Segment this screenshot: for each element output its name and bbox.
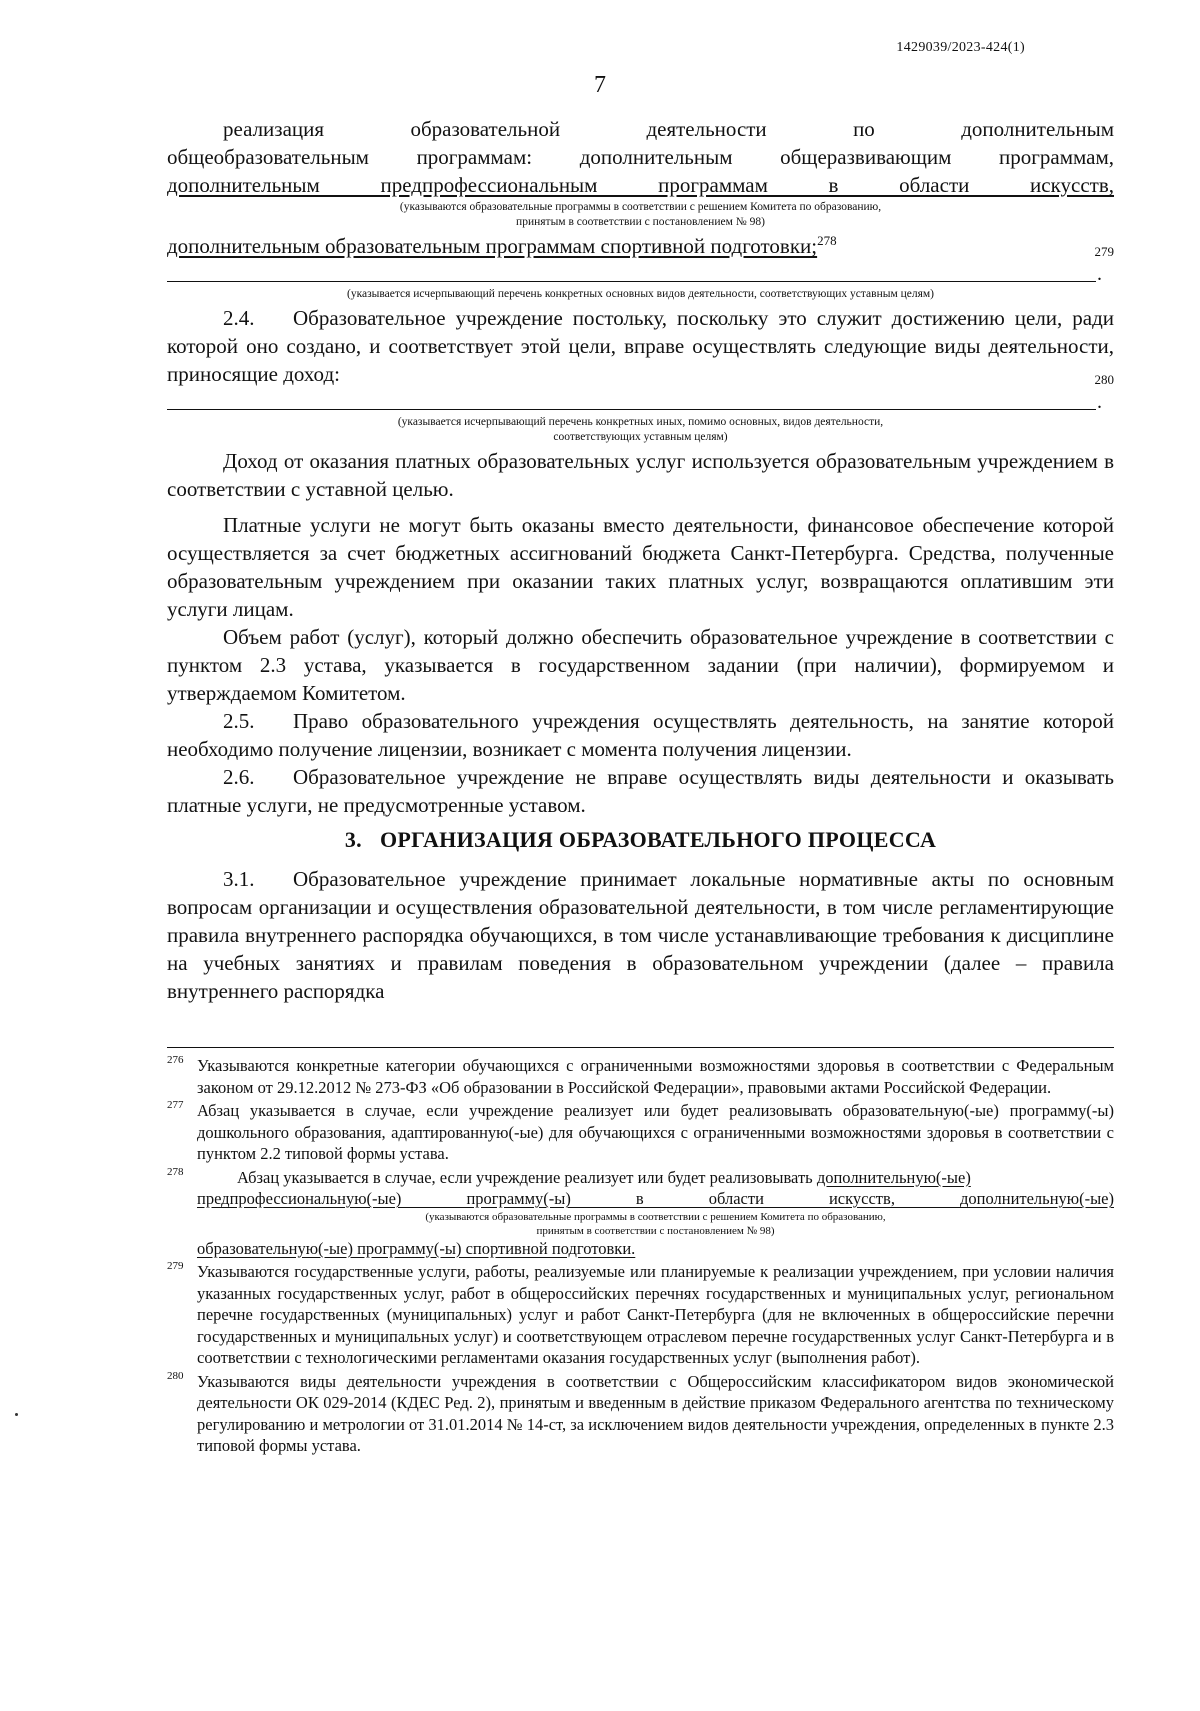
footnote-277: 277 Абзац указывается в случае, если учреждение реализует или будет реализовывать образовательную(-ые) программу(-ы) дошкольного образования, адаптированную(-ые) для обучающихся с ограниченными возможностями здоровья в соответствии с пунктом 2.2 типовой формы устава. [167,1099,1114,1163]
paragraph: Объем работ (услуг), который должно обеспечить образовательное учреждение в соответствии с пунктом 2.3 устава, указывается в государственном задании (при наличии), формируемом и утверждаемом Комитетом. [167,625,1114,705]
blank-line [167,281,1096,282]
paragraph: Платные услуги не могут быть оказаны вместо деятельности, финансовое обеспечение которой осуществляется за счет бюджетных ассигнований бюджета Санкт-Петербурга. Средства, полученные образовательным учреждением при оказании таких платных услуг, возвращаются оплатившим эти услуги лицам. [167,513,1114,621]
section-heading: 3. ОРГАНИЗАЦИЯ ОБРАЗОВАТЕЛЬНОГО ПРОЦЕССА [344,827,937,852]
blank-line [167,409,1096,410]
blank-fill-line: . 280 [167,388,1114,414]
paragraph-2-4: 2.4. Образовательное учреждение постольку, поскольку это служит достижению цели, ради которой оно создано, и соответствует этой цели, вправе осуществлять следующие виды деятельности, приносящие доход: [167,306,1114,386]
text-line [167,232,1114,260]
fill-hint: (указывается исчерпывающий перечень конкретных основных видов деятельности, соответствующих уставным целям) [346,288,934,300]
text-line: реализация образовательной деятельности по дополнительным [223,117,1114,141]
paragraph-2-5: 2.5. Право образовательного учреждения осуществлять деятельность, на занятие которой необходимо получение лицензии, возникает с момента получения лицензии. [167,709,1114,761]
scan-speck [15,1413,18,1416]
footnote-276: 276 Указываются конкретные категории обучающихся с ограниченными возможностями здоровья в соответствии с Федеральным законом от 29.12.2012 № 273-ФЗ «Об образовании в Российской Федерации», правовыми актами Российской Федерации. [167,1054,1114,1097]
main-text [167,115,1114,1005]
page-number: 7 [594,72,606,98]
footnote-278: 278 Абзац указывается в случае, если учреждение реализует или будет реализовывать дополнительную(-ые) предпрофессиональную(-ые) программу(-ы) в области искусств, дополнительную(-ые) (указываются образовательные программы в соответствии с решением Комитета по образованию, принятым в соответствии с постановлением № 98) образовательную(-ые) программу(-ы) спортивной подготовки. [167,1165,1114,1258]
fill-hint: (указываются образовательные программы в соответствии с решением Комитета по образованию, принятым в соответствии с постановлением № 98) [425,1210,886,1237]
footnotes [167,1055,1114,1459]
text-line: общеобразовательным программам: дополнительным общеразвивающим программам, [167,145,1114,169]
paragraph: Доход от оказания платных образовательных услуг используется образовательным учреждением в соответствии с уставной целью. [167,449,1114,501]
paragraph-2-6: 2.6. Образовательное учреждение не вправе осуществлять виды деятельности и оказывать платные услуги, не предусмотренные уставом. [167,765,1114,817]
paragraph-3-1: 3.1. Образовательное учреждение принимает локальные нормативные акты по основным вопросам организации и осуществления образовательной деятельности, в том числе регламентирующие правила внутреннего распорядка обучающихся, в том числе устанавливающие требования к дисциплине на учебных занятиях и правилам поведения в образовательном учреждении (далее – правила внутреннего распорядка [167,867,1114,1003]
clause-number: 2.6. [223,765,255,789]
footnote-separator [167,1047,1114,1048]
fill-hint: (указывается исчерпывающий перечень конкретных иных, помимо основных, видов деятельности, соответствующих уставным целям) [397,416,884,443]
clause-number: 2.4. [223,306,255,330]
text-line-underlined: дополнительным предпрофессиональным программам в области искусств, [167,173,1114,197]
blank-fill-line: . 279 [167,260,1114,286]
fill-hint: (указываются образовательные программы в соответствии с решением Комитета по образованию, принятым в соответствии с постановлением № 98) [399,201,882,228]
clause-number: 3.1. [223,867,255,891]
footnote-279: 279 Указываются государственные услуги, работы, реализуемые или планируемые к реализации учреждением, при условии наличия указанных государственных услуг, работ в общероссийских перечнях государственных и муниципальных услуг, региональном перечне государственных (муниципальных) услуг и работ Санкт-Петербурга (для не включенных в общероссийские перечни государственных и муниципальных услуг) и соответствующем отраслевом перечне государственных услуг Санкт-Петербурга и в соответствии с технологическими регламентами оказания государственных услуг (выполнения работ). [167,1260,1114,1367]
footnote-280: 280 Указываются виды деятельности учреждения в соответствии с Общероссийским классификатором видов экономической деятельности ОК 029-2014 (КДЕС Ред. 2), принятым и введенным в действие приказом Федерального агентства по техническому регулированию и метрологии от 31.01.2014 № 14-ст, за исключением видов деятельности учреждения, определенных в пункте 2.3 типовой формы устава. [167,1369,1114,1455]
footnote-ref: 278 [817,233,837,248]
clause-number: 2.5. [223,709,255,733]
document-number: 1429039/2023-424(1) [896,40,1025,55]
underlined-text: дополнительным образовательным программам спортивной подготовки; [167,234,818,258]
